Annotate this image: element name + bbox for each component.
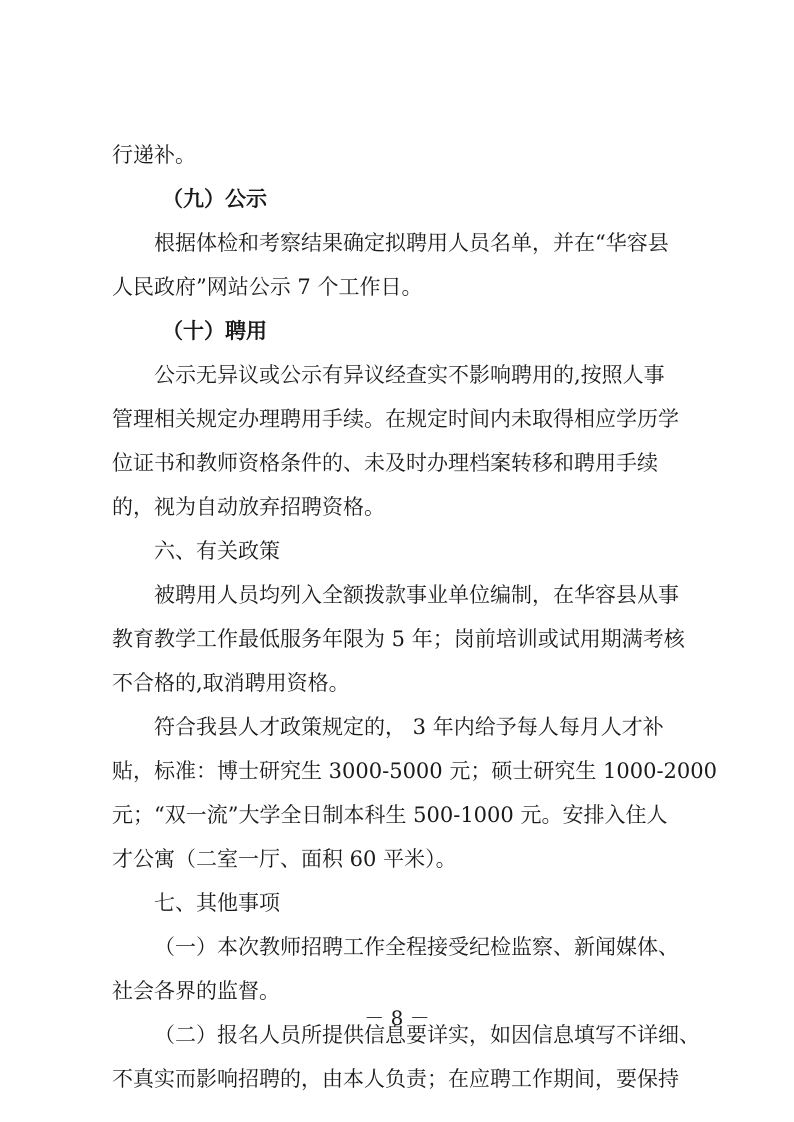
text-line: 贴，标准：博士研究生 3000-5000 元；硕士研究生 1000-2000: [112, 759, 717, 783]
text-line: 符合我县人才政策规定的， 3 年内给予每人每月人才补: [154, 715, 664, 739]
text-line: （二）报名人员所提供信息要详实，如因信息填写不详细、: [154, 1023, 700, 1047]
text-line: 公示无异议或公示有异议经查实不影响聘用的,按照人事: [154, 363, 665, 387]
text-line: 社会各界的监督。: [112, 979, 280, 1003]
section-heading-other: 七、其他事项: [154, 891, 280, 915]
text-line: 的，视为自动放弃招聘资格。: [112, 495, 385, 519]
section-heading-policy: 六、有关政策: [154, 539, 280, 563]
text-line: 才公寓（二室一厅、面积 60 平米）。: [112, 847, 457, 871]
text-line: 元；“双一流”大学全日制本科生 500-1000 元。安排入住人: [112, 803, 668, 827]
section-heading-employment: （十）聘用: [162, 319, 267, 343]
section-heading-publicity: （九）公示: [162, 187, 267, 211]
text-line: 不真实而影响招聘的，由本人负责；在应聘工作期间，要保持: [112, 1067, 679, 1091]
text-line: 管理相关规定办理聘用手续。在规定时间内未取得相应学历学: [112, 407, 679, 431]
text-line: 被聘用人员均列入全额拨款事业单位编制，在华容县从事: [154, 583, 679, 607]
text-line: 教育教学工作最低服务年限为 5 年；岗前培训或试用期满考核: [112, 627, 685, 651]
text-line: 位证书和教师资格条件的、未及时办理档案转移和聘用手续: [112, 451, 658, 475]
text-line: （一）本次教师招聘工作全程接受纪检监察、新闻媒体、: [154, 935, 679, 959]
text-line: 不合格的,取消聘用资格。: [112, 671, 350, 695]
page-number: － 8 －: [364, 1006, 430, 1030]
text-line: 人民政府”网站公示 7 个工作日。: [112, 275, 423, 299]
text-line: 根据体检和考察结果确定拟聘用人员名单，并在“华容县: [154, 231, 669, 255]
text-line: 行递补。: [112, 143, 196, 167]
